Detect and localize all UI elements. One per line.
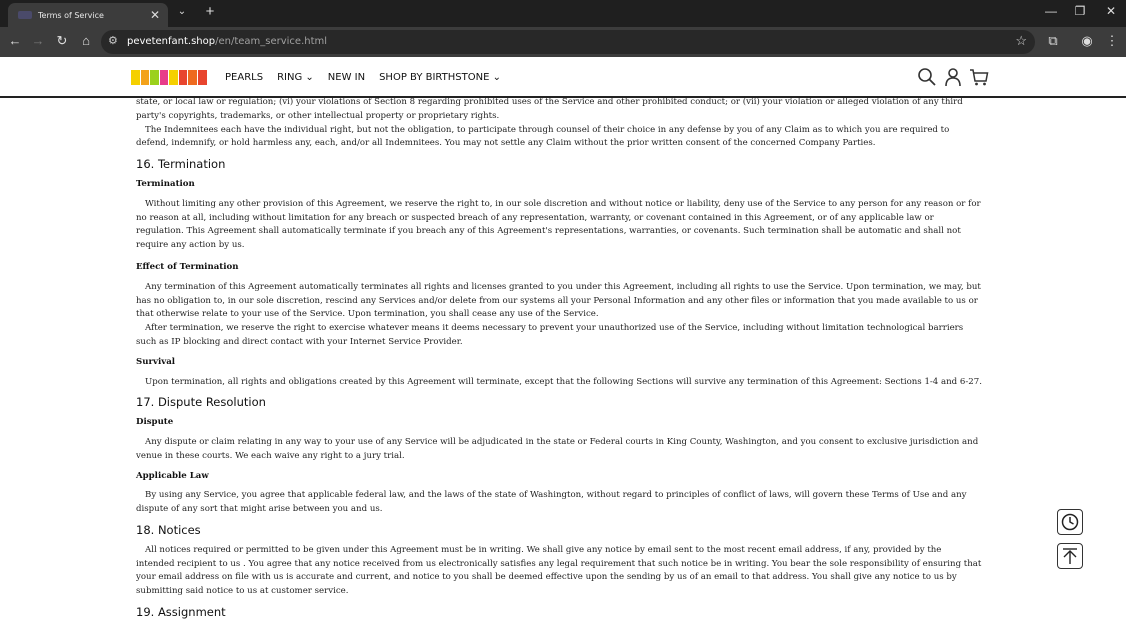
terms-content: [136, 96, 982, 626]
paragraph: By using any Service, you agree that applicable federal law, and the laws of the state of Washington, without regard to principles of conflict of laws, will govern these Terms of Use and any dispute of any sort that might arise between you and us.: [136, 490, 967, 515]
url-path: /en/team_service.html: [215, 36, 328, 47]
subheading-termination: Termination: [136, 178, 195, 189]
cart-icon[interactable]: [969, 67, 989, 87]
section-title-notices: 18. Notices: [136, 522, 201, 537]
paragraph: Any termination of this Agreement automatically terminates all rights and licenses granted to you under this Agreement, including all rights to use the Service. Upon termination, we may, but has no obligation to, in our sole discretion, rescind any Services and/or delete from our systems all your Personal Information and any other files or information that you made available to us or that otherwise relate to your use of the Service. Upon termination, you shall cease any use of the Service.: [136, 281, 981, 320]
maximize-icon[interactable]: ❐: [1074, 4, 1086, 18]
chevron-down-icon: ⌄: [492, 72, 501, 83]
browser-tab[interactable]: [8, 3, 168, 27]
profile-icon[interactable]: ◉: [1081, 33, 1093, 48]
section-title-dispute-resolution: 17. Dispute Resolution: [136, 395, 266, 410]
home-icon[interactable]: ⌂: [82, 33, 90, 48]
tab-search-icon[interactable]: ⌄: [177, 6, 187, 17]
subheading-dispute: Dispute: [136, 417, 174, 428]
browser-toolbar: [0, 27, 1126, 57]
back-icon[interactable]: ←: [8, 33, 22, 48]
nav-birthstone-label: SHOP BY BIRTHSTONE: [379, 72, 490, 83]
bookmark-star-icon[interactable]: ☆: [1015, 33, 1027, 48]
menu-icon[interactable]: ⋮: [1105, 33, 1119, 48]
search-icon[interactable]: [917, 67, 937, 87]
favicon-icon: [18, 11, 32, 19]
close-tab-icon[interactable]: ✕: [149, 8, 161, 22]
nav-ring[interactable]: [277, 72, 314, 83]
section-title-assignment: 19. Assignment: [136, 604, 226, 619]
logo-image: [131, 69, 207, 87]
paragraph: Without limiting any other provision of this Agreement, we reserve the right to, in our sole discretion and without notice or liability, deny use of the Service to any person for any reason or for no reason at all, including without limitation for any breach or suspected breach of any representation, warranty, or covenant contained in this Agreement, or of any applicable law or regulation. This Agreement shall automatically terminate if you breach any of this Agreement's representations, warranties, or covenants. Such termination shall be automatic and shall not require any action by us.: [136, 198, 981, 251]
new-tab-icon[interactable]: +: [205, 3, 215, 20]
subheading-applicable-law: Applicable Law: [136, 470, 209, 481]
back-to-top-button[interactable]: [1057, 543, 1083, 569]
arrow-up-icon: [1061, 547, 1079, 565]
reload-icon[interactable]: ↻: [56, 33, 68, 48]
minimize-icon[interactable]: —: [1045, 4, 1057, 18]
chevron-down-icon: ⌄: [305, 72, 314, 83]
paragraph: The Indemnitees each have the individual right, but not the obligation, to participate through counsel of their choice in any defense by you of any Claim as to which you are required to defend, indemnify, or hold harmless any, each, and/or all Indemnitees. You may not settle any Claim without the prior written consent of the concerned Company Parties.: [136, 124, 950, 149]
subheading-survival: Survival: [136, 356, 176, 367]
paragraph: Any dispute or claim relating in any way to your use of any Service will be adjudicated in the state or Federal courts in King County, Washington, and you consent to exclusive jurisdiction and venue in these courts. We each waive any right to a jury trial.: [136, 436, 979, 461]
browser-tab-bar: [0, 0, 1126, 27]
site-header: [0, 57, 1126, 98]
nav-new-in[interactable]: NEW IN: [327, 72, 366, 83]
paragraph: After termination, we reserve the right to exercise whatever means it deems necessary to prevent your unauthorized use of the Service, including without limitation technological barriers such as IP blocking and direct contact with your Internet Service Provider.: [136, 323, 964, 347]
close-window-icon[interactable]: ✕: [1105, 4, 1117, 18]
account-icon[interactable]: [943, 67, 963, 87]
nav-shop-by-birthstone[interactable]: [379, 72, 501, 83]
history-button[interactable]: [1057, 509, 1083, 535]
url-host: pevetenfant.shop: [127, 36, 216, 47]
site-logo[interactable]: [131, 69, 207, 91]
paragraph: Upon termination, all rights and obligations created by this Agreement will terminate, except that the following Sections will survive any termination of this Agreement: Sections 1-4 and 6-27.: [145, 376, 982, 387]
address-bar[interactable]: [101, 30, 1035, 54]
extensions-icon[interactable]: ⧉: [1048, 33, 1058, 48]
subheading-effect-of-termination: Effect of Termination: [136, 261, 239, 272]
url-text: [127, 36, 327, 47]
nav-pearls[interactable]: PEARLS: [225, 72, 264, 83]
forward-icon[interactable]: →: [31, 33, 45, 48]
site-info-icon[interactable]: ⚙: [108, 35, 118, 47]
paragraph: All notices required or permitted to be given under this Agreement must be in writing. We shall give any notice by email sent to the most recent email address, if any, provided by the intended recipient to us . You agree that any notice received from us electronically satisfies any legal requirement that such notice be in writing. You bear the sole responsibility of ensuring that your email address on file with us is accurate and current, and notice to you shall be deemed effective upon the sending by us of an email to that address. You shall give any notice to us by submitting said notice to us at customer service.: [136, 544, 982, 597]
clock-icon: [1061, 513, 1079, 531]
paragraph: state, or local law or regulation; (vi) your violations of Section 8 regarding prohibited uses of the Service and other prohibited conduct; or (vii) your violation or alleged violation of any third party's copyrights, trademarks, or other intellectual property or proprietary rights.: [136, 97, 963, 121]
tab-title: Terms of Service: [38, 10, 104, 20]
section-title-termination: 16. Termination: [136, 157, 226, 172]
main-nav: [225, 72, 501, 83]
nav-ring-label: RING: [277, 72, 303, 83]
